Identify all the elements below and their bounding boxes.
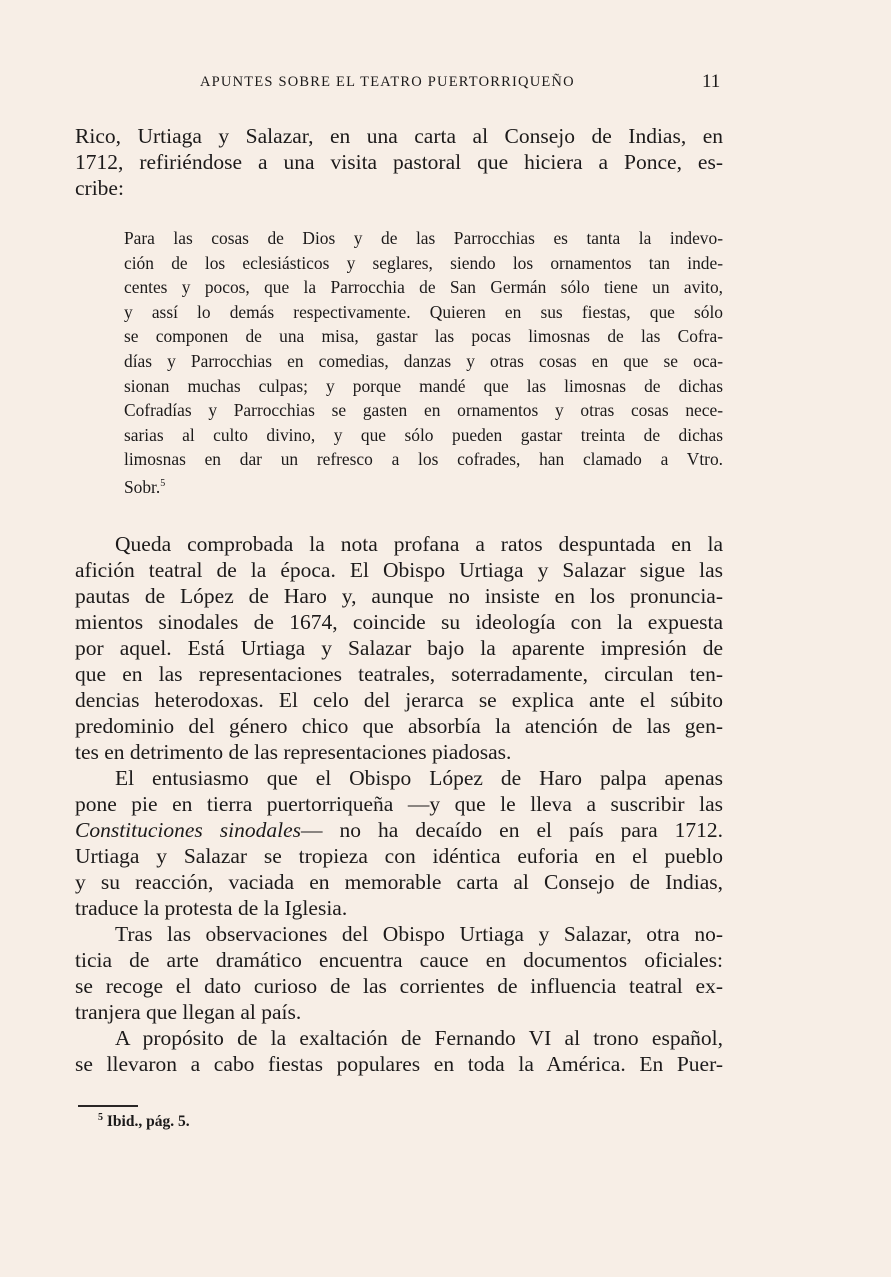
quote-line: sarias al culto divino, y que sólo pueden gastar treinta de dichas (124, 424, 723, 445)
text-line: pautas de López de Haro y, aunque no insiste en los pronuncia- (75, 584, 723, 608)
quote-line (124, 472, 723, 499)
text-line: pone pie en tierra puertorriqueña —y que le lleva a suscribir las (75, 792, 723, 816)
text-line: por aquel. Está Urtiaga y Salazar bajo la aparente impresión de (75, 636, 723, 660)
quote-line: Cofradías y Parrocchias se gasten en ornamentos y otras cosas nece- (124, 400, 723, 421)
text-line: Rico, Urtiaga y Salazar, en una carta al Consejo de Indias, en (75, 124, 723, 148)
text-line: tranjera que llegan al país. (75, 1000, 302, 1024)
text-line: cribe: (75, 176, 124, 200)
text-line: se recoge el dato curioso de las corrientes de influencia teatral ex- (75, 974, 723, 998)
quote-line: limosnas en dar un refresco a los cofrades, han clamado a Vtro. (124, 449, 723, 470)
opening-paragraph (75, 123, 723, 201)
text-line: A propósito de la exaltación de Fernando VI al trono español, (115, 1026, 723, 1050)
paragraph-1 (75, 531, 723, 765)
line-rest: — no ha decaído en el país para 1712. (301, 818, 723, 842)
text-line: y su reacción, vaciada en memorable carta al Consejo de Indias, (75, 870, 723, 894)
block-quote (124, 226, 723, 499)
quote-line: días y Parrocchias en comedias, danzas y otras cosas en que se oca- (124, 350, 723, 371)
quote-line: se componen de una misa, gastar las pocas limosnas de las Cofra- (124, 326, 723, 347)
text-line: traduce la protesta de la Iglesia. (75, 896, 348, 920)
text-line: Tras las observaciones del Obispo Urtiaga y Salazar, otra no- (115, 922, 723, 946)
text-line: que en las representaciones teatrales, soterradamente, circulan ten- (75, 662, 723, 686)
text-line: mientos sinodales de 1674, coincide su ideología con la expuesta (75, 610, 723, 634)
text-line: predominio del género chico que absorbía la atención de las gen- (75, 714, 723, 738)
text-line: tes en detrimento de las representaciones piadosas. (75, 740, 512, 764)
text-line: dencias heterodoxas. El celo del jerarca se explica ante el súbito (75, 688, 723, 712)
italic-title: Constituciones sinodales (75, 818, 302, 842)
text-line: 1712, refiriéndose a una visita pastoral que hiciera a Ponce, es- (75, 150, 723, 174)
quote-line: centes y pocos, que la Parrocchia de San Germán sólo tiene un avito, (124, 277, 723, 298)
footnote-marker: 5 (98, 1112, 103, 1123)
quote-line: Para las cosas de Dios y de las Parrocchias es tanta la indevo- (124, 228, 723, 248)
footnote (98, 1112, 190, 1131)
main-text (75, 531, 723, 1077)
quote-line: y assí lo demás respectivamente. Quieren en sus fiestas, que sólo (124, 301, 723, 322)
paragraph-2 (75, 765, 723, 921)
quote-line: ción de los eclesiásticos y seglares, siendo los ornamentos tan inde- (124, 252, 723, 273)
text-line (75, 817, 723, 843)
running-head-title: APUNTES SOBRE EL TEATRO PUERTORRIQUEÑO (200, 74, 575, 90)
text-line: ticia de arte dramático encuentra cauce en documentos oficiales: (75, 948, 723, 972)
text-line: Urtiaga y Salazar se tropieza con idéntica euforia en el pueblo (75, 844, 723, 868)
quote-line: sionan muchas culpas; y porque mandé que las limosnas de dichas (124, 375, 723, 396)
text-line: se llevaron a cabo fiestas populares en toda la América. En Puer- (75, 1052, 723, 1076)
paragraph-3 (75, 921, 723, 1025)
paragraph-4 (75, 1025, 723, 1077)
quote-last-text: Sobr. (124, 476, 161, 497)
text-line: Queda comprobada la nota profana a ratos despuntada en la (115, 532, 723, 556)
text-line: afición teatral de la época. El Obispo Urtiaga y Salazar sigue las (75, 558, 723, 582)
footnote-text: Ibid., pág. 5. (106, 1113, 190, 1131)
page-number: 11 (702, 71, 721, 92)
footnote-reference: 5 (160, 477, 166, 489)
text-line: El entusiasmo que el Obispo López de Haro palpa apenas (115, 766, 723, 790)
footnote-divider (78, 1105, 138, 1107)
